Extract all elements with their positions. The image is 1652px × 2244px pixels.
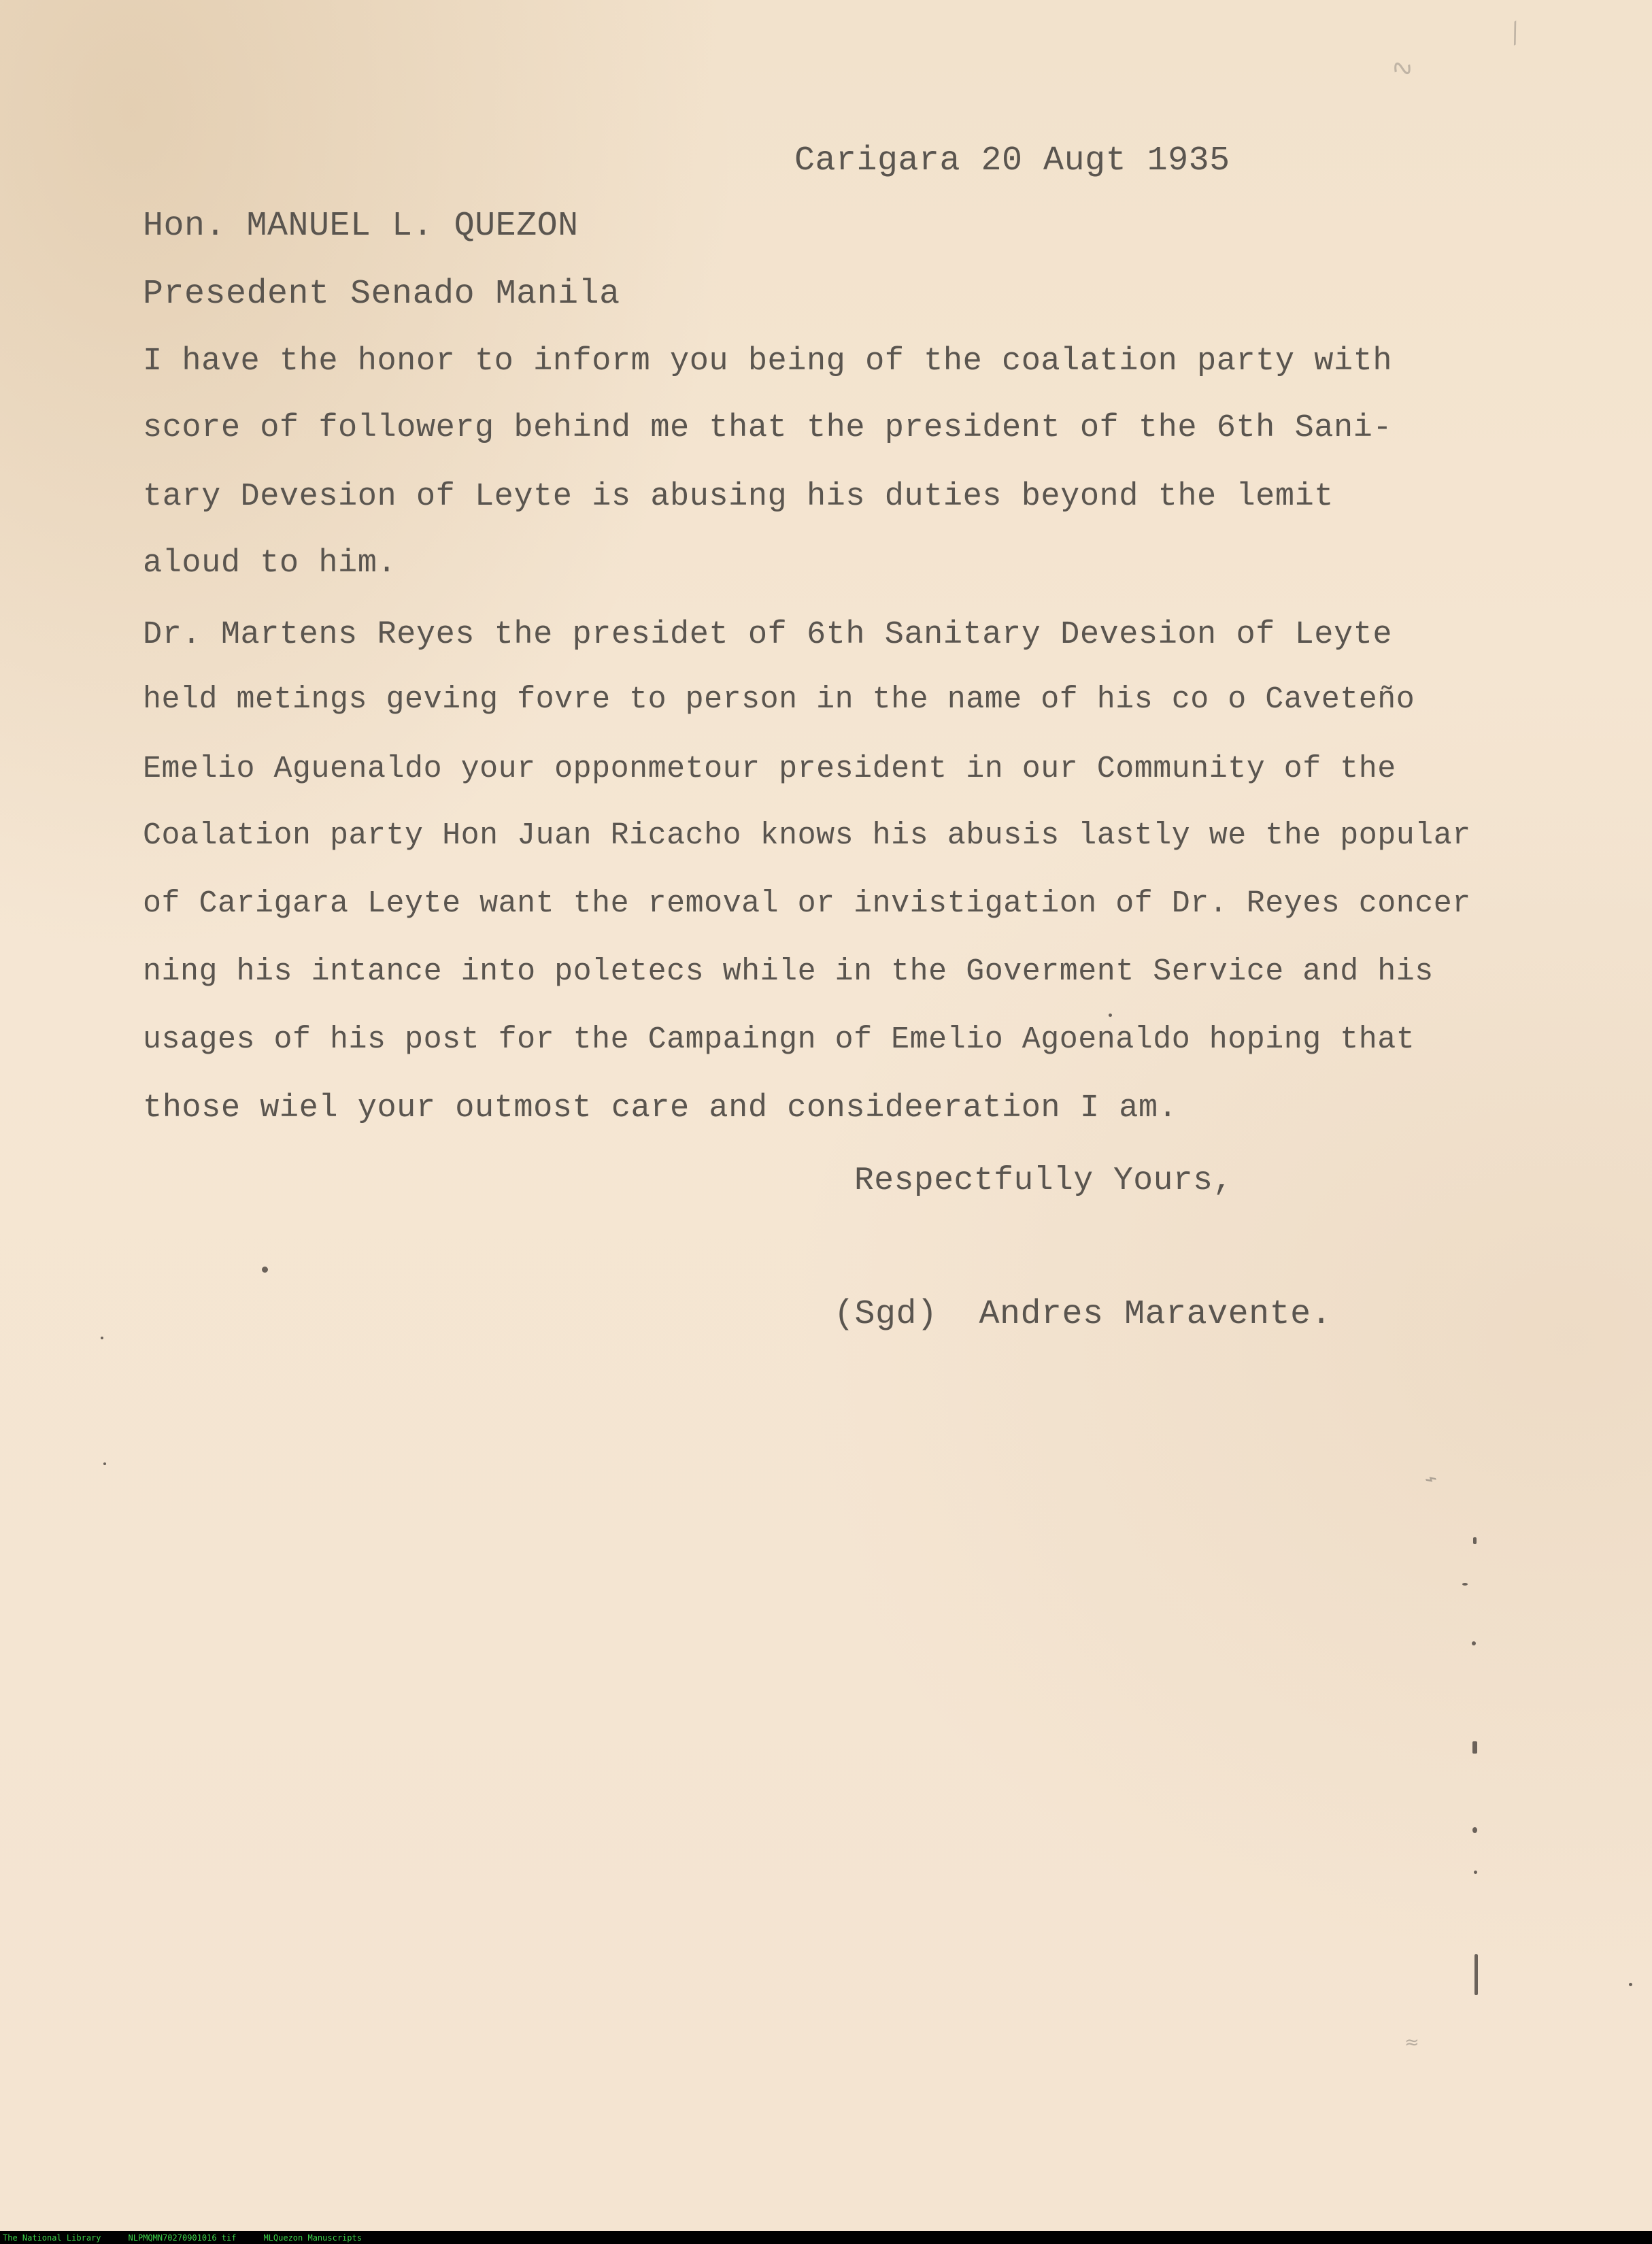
scan-footer	[0, 2231, 1652, 2244]
paper-speck	[1472, 1741, 1477, 1754]
paper-speck	[1472, 1641, 1476, 1645]
paper-speck	[262, 1267, 268, 1273]
body-line: Dr. Martens Reyes the presidet of 6th Sanitary Devesion of Leyte	[143, 617, 1393, 653]
paper-speck	[1472, 1827, 1477, 1833]
ink-smudge-mark: ⌁	[1421, 1465, 1441, 1493]
footer-file-id: NLPMQMN70270901016 tif	[128, 2232, 237, 2243]
footer-collection: MLQuezon Manuscripts	[263, 2232, 362, 2243]
body-line: usages of his post for the Campaingn of Emelio Agoenaldo hoping that	[143, 1022, 1415, 1057]
paper-speck	[1474, 1954, 1478, 1995]
body-line: Emelio Aguenaldo your opponmetour president in our Community of the	[143, 752, 1396, 786]
corner-pencil-mark: ⁄	[1505, 19, 1525, 49]
letter-closing: Respectfully Yours,	[854, 1162, 1233, 1199]
body-line: those wiel your outmost care and consideeration I am.	[143, 1090, 1178, 1126]
letter-signature: (Sgd) Andres Maravente.	[834, 1295, 1332, 1334]
addressee-title: Presedent Senado Manila	[143, 275, 620, 314]
paper-speck	[1474, 1871, 1477, 1874]
footer-library: The National Library	[3, 2232, 101, 2243]
letter-date: Carigara 20 Augt 1935	[794, 141, 1230, 180]
body-line: tary Devesion of Leyte is abusing his duties beyond the lemit	[143, 479, 1334, 515]
addressee-name: Hon. MANUEL L. QUEZON	[143, 207, 579, 246]
body-line: Coalation party Hon Juan Ricacho knows his abusis lastly we the popular	[143, 818, 1471, 853]
paper-speck	[103, 1462, 106, 1465]
body-line: score of followerg behind me that the president of the 6th Sani-	[143, 410, 1393, 446]
body-line: aloud to him.	[143, 546, 397, 582]
paper-speck	[1473, 1537, 1477, 1544]
ink-smudge-mark: ≈	[1404, 2032, 1419, 2053]
paper-speck	[1462, 1583, 1468, 1586]
body-line: of Carigara Leyte want the removal or invistigation of Dr. Reyes concer	[143, 886, 1471, 921]
body-line: ning his intance into poletecs while in the Goverment Service and his	[143, 954, 1434, 989]
body-line: I have the honor to inform you being of the coalation party with	[143, 344, 1393, 380]
paper-speck	[101, 1337, 103, 1339]
corner-pencil-mark: ∿	[1386, 49, 1419, 87]
paper-speck	[1629, 1983, 1632, 1986]
paper-speck	[1109, 1014, 1112, 1017]
body-line: held metings geving fovre to person in the name of his co o Caveteño	[143, 682, 1415, 717]
